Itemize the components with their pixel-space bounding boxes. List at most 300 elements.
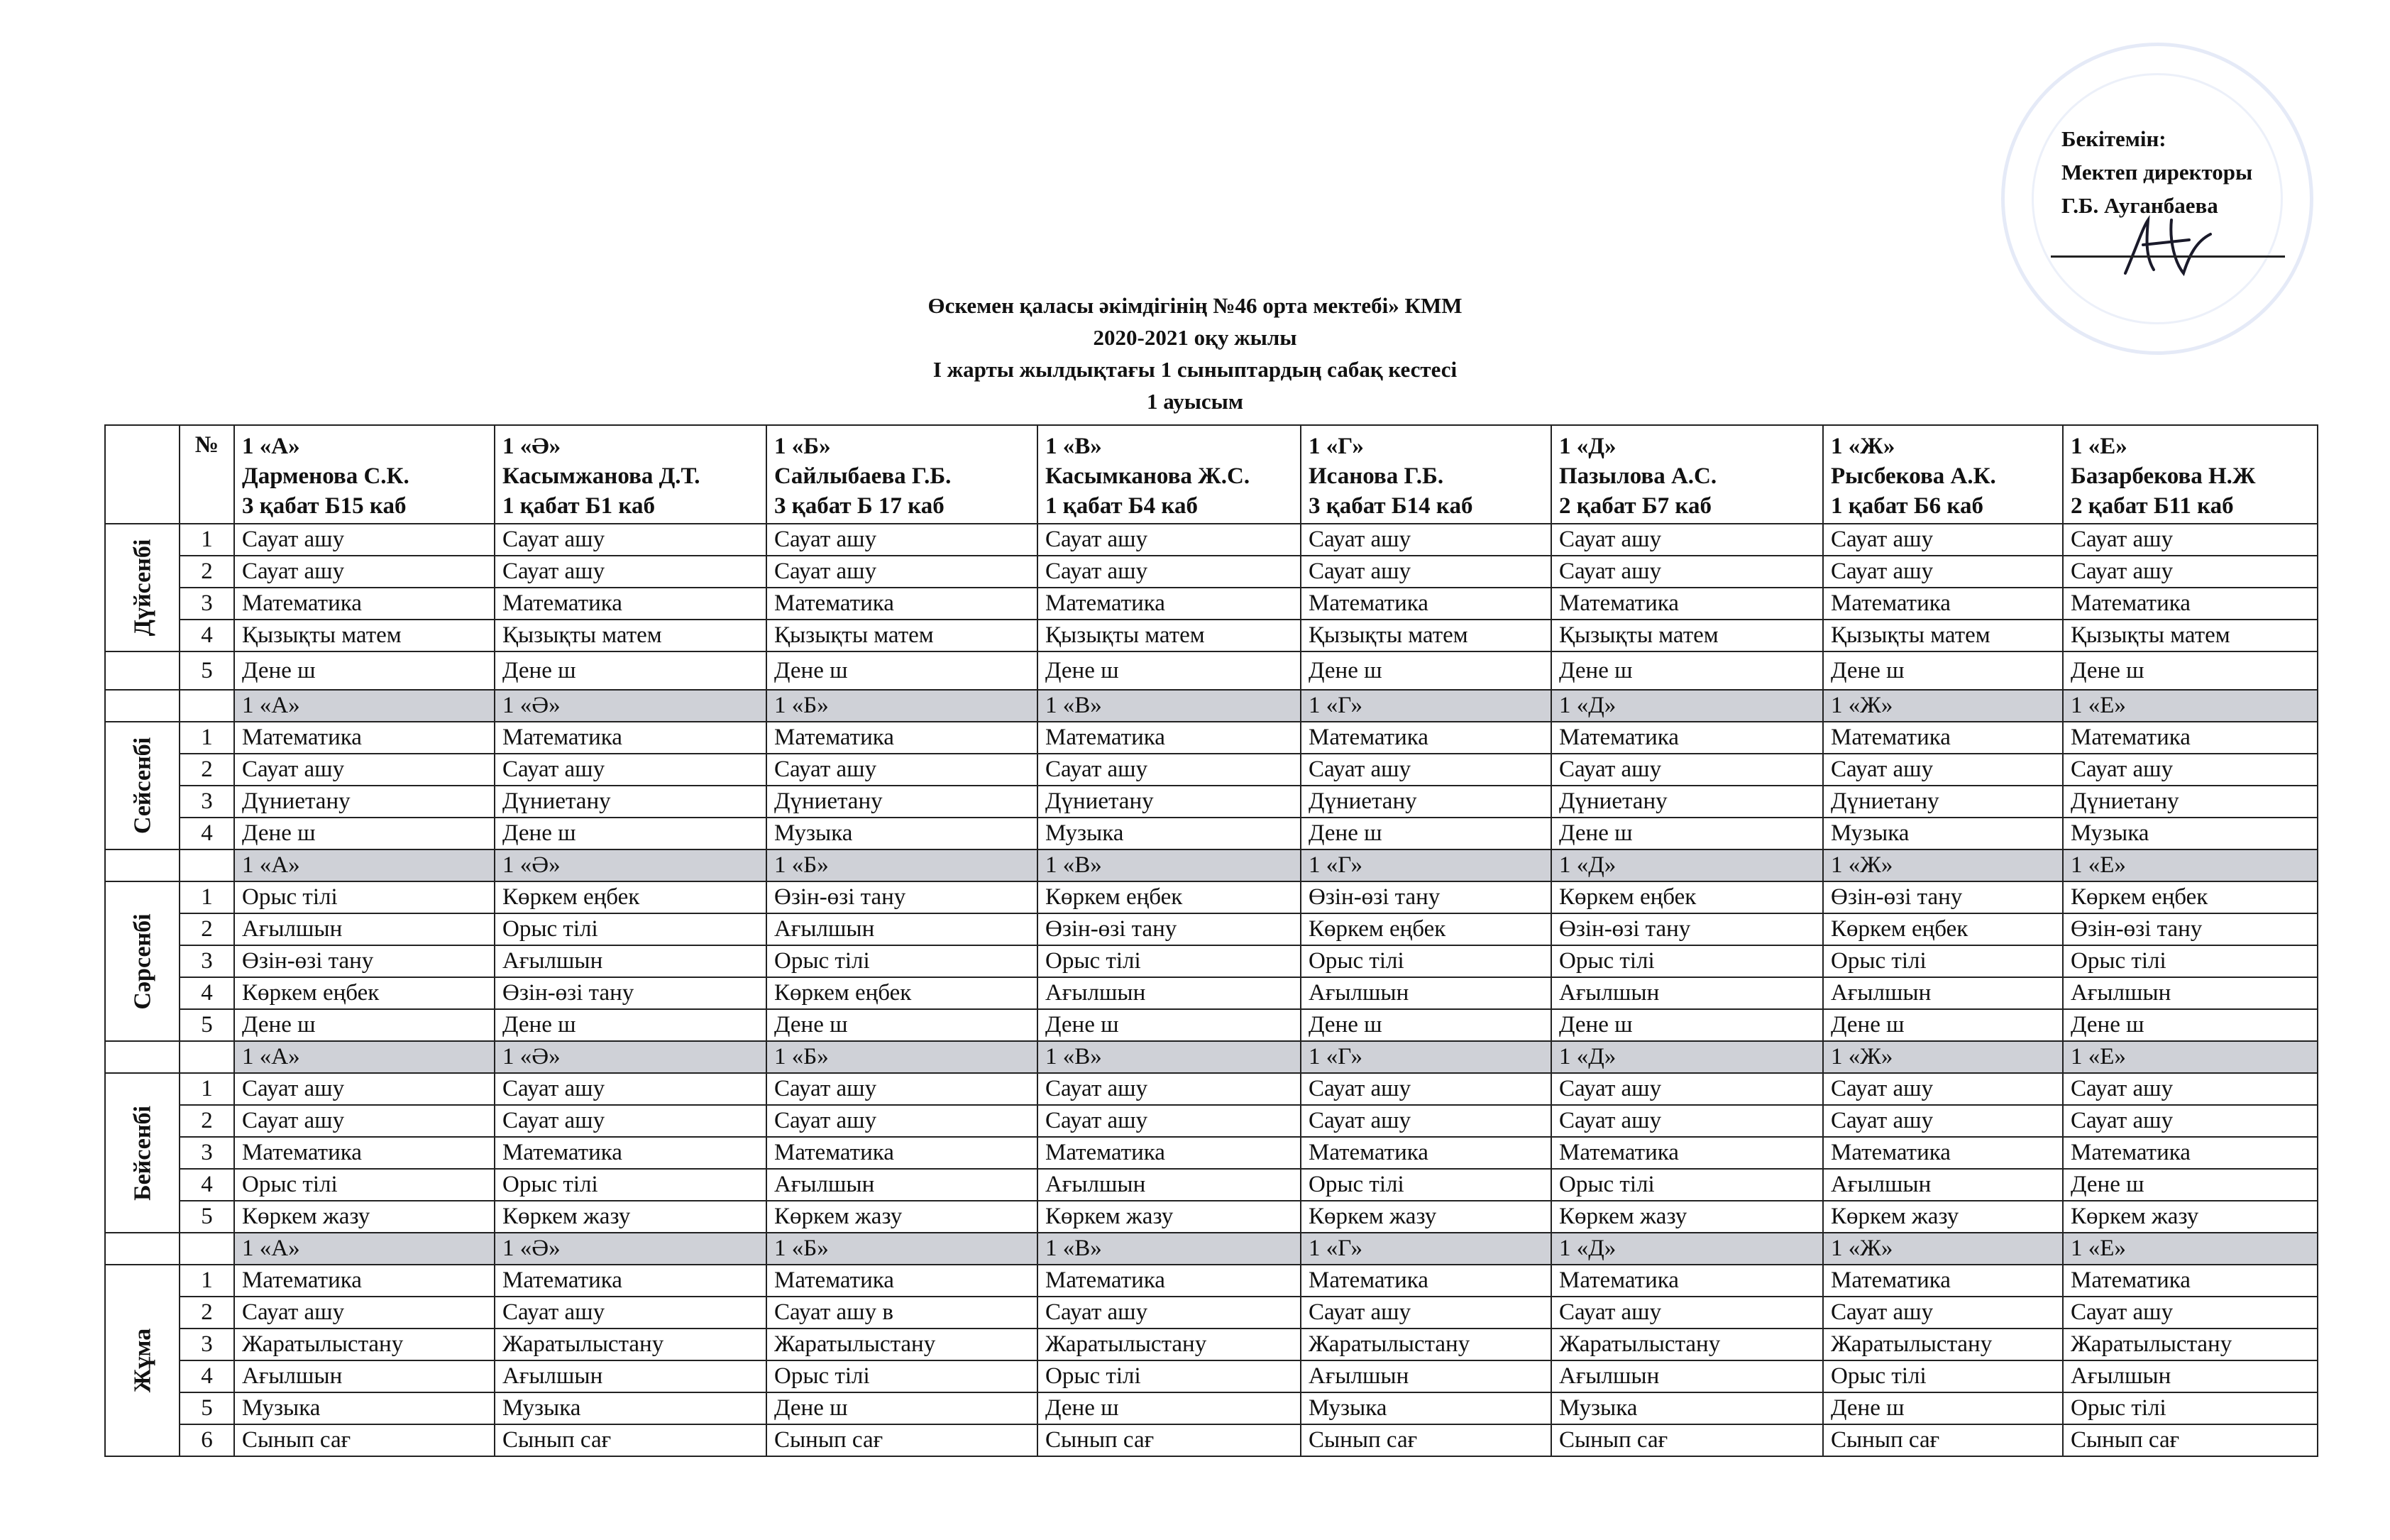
subject-cell: Жаратылыстану [1301, 1329, 1551, 1360]
subject-cell: Көркем еңбек [495, 881, 766, 913]
lesson-number: 4 [180, 818, 234, 849]
subject-cell: Ағылшын [1037, 1169, 1301, 1201]
subject-cell: Математика [1823, 588, 2063, 620]
subject-cell: Орыс тілі [1301, 1169, 1551, 1201]
class-label-cell: 1 «Е» [2063, 849, 2318, 881]
lesson-row [105, 945, 2318, 977]
subject-cell: Математика [2063, 722, 2318, 754]
class-label-cell: 1 «А» [234, 1041, 495, 1073]
lesson-row [105, 913, 2318, 945]
subject-cell: Ағылшын [766, 1169, 1037, 1201]
subject-cell: Орыс тілі [495, 1169, 766, 1201]
day-name-cell [105, 881, 180, 1041]
subject-cell: Орыс тілі [234, 881, 495, 913]
class-header: 1 «А» Дарменова С.К. 3 қабат Б15 каб [234, 425, 495, 524]
lesson-number: 1 [180, 881, 234, 913]
subject-cell: Көркем еңбек [1551, 881, 1823, 913]
subject-cell: Дене ш [1037, 1392, 1301, 1424]
subject-cell: Дене ш [1301, 1009, 1551, 1041]
subject-cell: Музыка [1301, 1392, 1551, 1424]
subject-cell: Ағылшын [1301, 1360, 1551, 1392]
subject-cell: Сауат ашу [1551, 1105, 1823, 1137]
lesson-number: 2 [180, 556, 234, 588]
subject-cell: Ағылшын [1823, 1169, 2063, 1201]
lesson-number: 3 [180, 588, 234, 620]
class-label-cell: 1 «Ә» [495, 1041, 766, 1073]
day-name-cell [105, 722, 180, 849]
class-label-cell: 1 «Ә» [495, 690, 766, 722]
num-header: № [180, 425, 234, 524]
subject-cell: Өзін-өзі тану [1037, 913, 1301, 945]
subject-cell: Дене ш [1551, 1009, 1823, 1041]
subject-cell: Жаратылыстану [1037, 1329, 1301, 1360]
subject-cell: Сауат ашу [1823, 1073, 2063, 1105]
lesson-row [105, 1073, 2318, 1105]
subject-cell: Көркем жазу [766, 1201, 1037, 1233]
subject-cell: Көркем жазу [1551, 1201, 1823, 1233]
subject-cell: Математика [1823, 1265, 2063, 1297]
lesson-number: 1 [180, 1073, 234, 1105]
subject-cell: Математика [766, 588, 1037, 620]
lesson-number: 4 [180, 1360, 234, 1392]
subject-cell: Математика [766, 722, 1037, 754]
document-heading [0, 290, 2390, 417]
lesson-number: 1 [180, 524, 234, 556]
subject-cell: Математика [1551, 1265, 1823, 1297]
subject-cell: Музыка [2063, 818, 2318, 849]
subject-cell: Сынып сағ [234, 1424, 495, 1456]
subject-cell: Сауат ашу [1551, 1073, 1823, 1105]
day-name-cell [105, 1073, 180, 1233]
day-name: Бейсенбі [129, 1105, 155, 1201]
lesson-row [105, 1360, 2318, 1392]
subject-cell: Сауат ашу [2063, 556, 2318, 588]
lesson-row [105, 1201, 2318, 1233]
subject-cell: Дүниетану [1301, 786, 1551, 818]
subject-cell: Орыс тілі [1551, 1169, 1823, 1201]
subject-cell: Математика [1037, 588, 1301, 620]
subject-cell: Математика [1037, 1137, 1301, 1169]
subject-cell: Дене ш [2063, 1009, 2318, 1041]
lesson-row [105, 1265, 2318, 1297]
lesson-row [105, 818, 2318, 849]
class-label-cell: 1 «Д» [1551, 690, 1823, 722]
subject-cell: Математика [1037, 722, 1301, 754]
subject-cell: Математика [495, 1265, 766, 1297]
blank-cell [180, 690, 234, 722]
lesson-number: 3 [180, 1137, 234, 1169]
blank-cell [105, 651, 180, 690]
subject-cell: Сауат ашу [1301, 754, 1551, 786]
subject-cell: Көркем еңбек [1823, 913, 2063, 945]
approval-line-3: Г.Б. Ауганбаева [2061, 193, 2218, 218]
class-header: 1 «Д» Пазылова А.С. 2 қабат Б7 каб [1551, 425, 1823, 524]
day-name-cell [105, 1265, 180, 1456]
subject-cell: Дүниетану [1037, 786, 1301, 818]
day-name: Жұма [129, 1328, 155, 1393]
lesson-number: 3 [180, 1329, 234, 1360]
lesson-number: 4 [180, 977, 234, 1009]
subject-cell: Жаратылыстану [1823, 1329, 2063, 1360]
class-label-cell: 1 «Б» [766, 849, 1037, 881]
class-header: 1 «В» Касымканова Ж.С. 1 қабат Б4 каб [1037, 425, 1301, 524]
lesson-number: 1 [180, 1265, 234, 1297]
class-label-cell: 1 «Е» [2063, 1041, 2318, 1073]
subject-cell: Көркем еңбек [766, 977, 1037, 1009]
subject-cell: Дене ш [2063, 1169, 2318, 1201]
subject-cell: Математика [1301, 588, 1551, 620]
subject-cell: Сауат ашу [1301, 556, 1551, 588]
lesson-row [105, 556, 2318, 588]
class-label-row [105, 690, 2318, 722]
blank-cell [180, 1041, 234, 1073]
subject-cell: Өзін-өзі тану [234, 945, 495, 977]
subject-cell: Сауат ашу [1823, 1297, 2063, 1329]
subject-cell: Математика [1551, 1137, 1823, 1169]
class-label-cell: 1 «Г» [1301, 1233, 1551, 1265]
subject-cell: Математика [1551, 588, 1823, 620]
subject-cell: Математика [495, 588, 766, 620]
subject-cell: Сауат ашу [495, 1105, 766, 1137]
subject-cell: Сауат ашу [1301, 1105, 1551, 1137]
subject-cell: Орыс тілі [1551, 945, 1823, 977]
subject-cell: Сауат ашу [1823, 524, 2063, 556]
subject-cell: Көркем еңбек [234, 977, 495, 1009]
subject-cell: Ағылшын [1551, 977, 1823, 1009]
lesson-number: 2 [180, 754, 234, 786]
signature-line [2051, 255, 2285, 258]
class-label-cell: 1 «А» [234, 1233, 495, 1265]
lesson-row [105, 1424, 2318, 1456]
subject-cell: Сауат ашу [1823, 1105, 2063, 1137]
subject-cell: Дене ш [234, 651, 495, 690]
subject-cell: Сауат ашу [766, 524, 1037, 556]
subject-cell: Ағылшын [234, 1360, 495, 1392]
subject-cell: Жаратылыстану [766, 1329, 1037, 1360]
subject-cell: Жаратылыстану [2063, 1329, 2318, 1360]
class-label-cell: 1 «В» [1037, 1233, 1301, 1265]
subject-cell: Математика [2063, 1137, 2318, 1169]
schedule-title: I жарты жылдықтағы 1 сыныптардың сабақ кестесі [932, 357, 1458, 382]
director-signature [2104, 206, 2225, 284]
subject-cell: Сауат ашу [1037, 1297, 1301, 1329]
subject-cell: Математика [1301, 1137, 1551, 1169]
subject-cell: Сынып сағ [2063, 1424, 2318, 1456]
approval-line-2: Мектеп директоры [2061, 160, 2253, 185]
subject-cell: Орыс тілі [2063, 1392, 2318, 1424]
subject-cell: Орыс тілі [1037, 1360, 1301, 1392]
subject-cell: Орыс тілі [1823, 1360, 2063, 1392]
subject-cell: Математика [1037, 1265, 1301, 1297]
lesson-row [105, 786, 2318, 818]
subject-cell: Сауат ашу [495, 754, 766, 786]
class-label-cell: 1 «Ә» [495, 849, 766, 881]
subject-cell: Орыс тілі [766, 945, 1037, 977]
blank-cell [105, 1041, 180, 1073]
subject-cell: Математика [495, 1137, 766, 1169]
class-label-cell: 1 «Ж» [1823, 1041, 2063, 1073]
class-label-cell: 1 «Ж» [1823, 690, 2063, 722]
class-label-cell: 1 «В» [1037, 690, 1301, 722]
class-label-cell: 1 «Ж» [1823, 849, 2063, 881]
subject-cell: Математика [766, 1137, 1037, 1169]
subject-cell: Ағылшын [234, 913, 495, 945]
day-name: Дүйсенбі [129, 539, 155, 637]
subject-cell: Дене ш [1551, 818, 1823, 849]
subject-cell: Көркем жазу [495, 1201, 766, 1233]
subject-cell: Дене ш [1301, 651, 1551, 690]
lesson-row [105, 1169, 2318, 1201]
subject-cell: Сауат ашу [1823, 556, 2063, 588]
class-label-row [105, 1233, 2318, 1265]
lesson-row [105, 1392, 2318, 1424]
lesson-row [105, 722, 2318, 754]
subject-cell: Сынып сағ [1823, 1424, 2063, 1456]
subject-cell: Дене ш [2063, 651, 2318, 690]
subject-cell: Сауат ашу [495, 556, 766, 588]
lesson-row [105, 1009, 2318, 1041]
subject-cell: Сауат ашу [234, 754, 495, 786]
subject-cell: Сауат ашу [495, 1073, 766, 1105]
subject-cell: Сауат ашу [234, 1105, 495, 1137]
subject-cell: Сауат ашу в [766, 1297, 1037, 1329]
subject-cell: Сауат ашу [1551, 556, 1823, 588]
lesson-row [105, 588, 2318, 620]
subject-cell: Сауат ашу [1301, 1073, 1551, 1105]
subject-cell: Ағылшын [495, 945, 766, 977]
subject-cell: Орыс тілі [1037, 945, 1301, 977]
class-label-cell: 1 «Б» [766, 690, 1037, 722]
day-name: Сәрсенбі [129, 913, 155, 1010]
lesson-number: 3 [180, 945, 234, 977]
lesson-row [105, 1105, 2318, 1137]
subject-cell: Дене ш [234, 818, 495, 849]
subject-cell: Дүниетану [495, 786, 766, 818]
subject-cell: Сауат ашу [1301, 1297, 1551, 1329]
subject-cell: Сауат ашу [1551, 1297, 1823, 1329]
subject-cell: Дене ш [495, 818, 766, 849]
class-label-cell: 1 «Д» [1551, 1233, 1823, 1265]
blank-cell [105, 849, 180, 881]
subject-cell: Дене ш [1551, 651, 1823, 690]
subject-cell: Математика [2063, 1265, 2318, 1297]
subject-cell: Дене ш [495, 651, 766, 690]
subject-cell: Математика [1551, 722, 1823, 754]
lesson-row [105, 1297, 2318, 1329]
subject-cell: Орыс тілі [495, 913, 766, 945]
subject-cell: Дүниетану [766, 786, 1037, 818]
header-row [105, 425, 2318, 524]
subject-cell: Сауат ашу [495, 524, 766, 556]
subject-cell: Сауат ашу [234, 556, 495, 588]
subject-cell: Математика [1823, 722, 2063, 754]
subject-cell: Орыс тілі [766, 1360, 1037, 1392]
subject-cell: Ағылшын [1301, 977, 1551, 1009]
subject-cell: Музыка [766, 818, 1037, 849]
subject-cell: Ағылшын [2063, 977, 2318, 1009]
subject-cell: Математика [2063, 588, 2318, 620]
subject-cell: Сауат ашу [1037, 524, 1301, 556]
class-header: 1 «Ж» Рысбекова А.К. 1 қабат Б6 каб [1823, 425, 2063, 524]
subject-cell: Қызықты матем [1037, 620, 1301, 651]
lesson-number: 5 [180, 651, 234, 690]
subject-cell: Сауат ашу [766, 1073, 1037, 1105]
subject-cell: Математика [495, 722, 766, 754]
subject-cell: Музыка [234, 1392, 495, 1424]
lesson-row [105, 1137, 2318, 1169]
subject-cell: Математика [234, 722, 495, 754]
subject-cell: Орыс тілі [2063, 945, 2318, 977]
class-label-cell: 1 «Д» [1551, 849, 1823, 881]
lesson-row [105, 651, 2318, 690]
class-label-cell: 1 «Г» [1301, 1041, 1551, 1073]
subject-cell: Математика [1301, 722, 1551, 754]
subject-cell: Дене ш [766, 1392, 1037, 1424]
subject-cell: Қызықты матем [766, 620, 1037, 651]
class-label-cell: 1 «Е» [2063, 690, 2318, 722]
subject-cell: Дене ш [495, 1009, 766, 1041]
subject-cell: Математика [234, 588, 495, 620]
subject-cell: Ағылшын [766, 913, 1037, 945]
subject-cell: Музыка [495, 1392, 766, 1424]
subject-cell: Сауат ашу [2063, 754, 2318, 786]
blank-cell [180, 1233, 234, 1265]
subject-cell: Сауат ашу [1037, 1105, 1301, 1137]
lesson-row [105, 1329, 2318, 1360]
shift-label: 1 ауысым [1147, 389, 1243, 414]
subject-cell: Жаратылыстану [495, 1329, 766, 1360]
lesson-number: 2 [180, 913, 234, 945]
subject-cell: Сынып сағ [1037, 1424, 1301, 1456]
lesson-number: 4 [180, 620, 234, 651]
subject-cell: Сауат ашу [234, 1297, 495, 1329]
subject-cell: Сауат ашу [1823, 754, 2063, 786]
day-name-cell [105, 524, 180, 651]
subject-cell: Сынып сағ [1551, 1424, 1823, 1456]
class-label-cell: 1 «А» [234, 690, 495, 722]
subject-cell: Ағылшын [1037, 977, 1301, 1009]
subject-cell: Музыка [1551, 1392, 1823, 1424]
lesson-row [105, 754, 2318, 786]
subject-cell: Дене ш [766, 651, 1037, 690]
subject-cell: Сауат ашу [2063, 524, 2318, 556]
class-label-cell: 1 «В» [1037, 849, 1301, 881]
lesson-number: 3 [180, 786, 234, 818]
subject-cell: Сауат ашу [1551, 754, 1823, 786]
subject-cell: Сауат ашу [2063, 1105, 2318, 1137]
class-label-cell: 1 «Ж» [1823, 1233, 2063, 1265]
subject-cell: Дене ш [766, 1009, 1037, 1041]
academic-year: 2020-2021 оқу жылы [1093, 325, 1297, 350]
subject-cell: Сауат ашу [1037, 754, 1301, 786]
corner-cell [105, 425, 180, 524]
subject-cell: Сауат ашу [766, 556, 1037, 588]
subject-cell: Дүниетану [1551, 786, 1823, 818]
lesson-number: 6 [180, 1424, 234, 1456]
subject-cell: Өзін-өзі тану [2063, 913, 2318, 945]
subject-cell: Сауат ашу [234, 524, 495, 556]
class-header: 1 «Ә» Касымжанова Д.Т. 1 қабат Б1 каб [495, 425, 766, 524]
subject-cell: Сынып сағ [495, 1424, 766, 1456]
class-label-cell: 1 «Б» [766, 1041, 1037, 1073]
subject-cell: Дүниетану [234, 786, 495, 818]
class-label-row [105, 849, 2318, 881]
subject-cell: Жаратылыстану [234, 1329, 495, 1360]
lesson-row [105, 881, 2318, 913]
lesson-number: 4 [180, 1169, 234, 1201]
subject-cell: Көркем еңбек [1037, 881, 1301, 913]
class-label-cell: 1 «Г» [1301, 849, 1551, 881]
class-header: 1 «Б» Сайлыбаева Г.Б. 3 қабат Б 17 каб [766, 425, 1037, 524]
subject-cell: Дене ш [234, 1009, 495, 1041]
subject-cell: Өзін-өзі тану [766, 881, 1037, 913]
subject-cell: Сынып сағ [766, 1424, 1037, 1456]
class-header: 1 «Г» Исанова Г.Б. 3 қабат Б14 каб [1301, 425, 1551, 524]
lesson-row [105, 524, 2318, 556]
subject-cell: Дене ш [1823, 651, 2063, 690]
subject-cell: Математика [234, 1137, 495, 1169]
subject-cell: Сауат ашу [1551, 524, 1823, 556]
subject-cell: Өзін-өзі тану [495, 977, 766, 1009]
subject-cell: Сауат ашу [2063, 1297, 2318, 1329]
subject-cell: Көркем жазу [1823, 1201, 2063, 1233]
schedule-table [104, 424, 2318, 1457]
lesson-row [105, 977, 2318, 1009]
subject-cell: Ағылшын [1823, 977, 2063, 1009]
subject-cell: Қызықты матем [1551, 620, 1823, 651]
lesson-number: 5 [180, 1201, 234, 1233]
subject-cell: Дүниетану [1823, 786, 2063, 818]
class-label-cell: 1 «Г» [1301, 690, 1551, 722]
subject-cell: Ағылшын [2063, 1360, 2318, 1392]
subject-cell: Ағылшын [495, 1360, 766, 1392]
lesson-row [105, 620, 2318, 651]
subject-cell: Орыс тілі [1301, 945, 1551, 977]
subject-cell: Дене ш [1037, 651, 1301, 690]
class-label-cell: 1 «Ә» [495, 1233, 766, 1265]
subject-cell: Сауат ашу [1037, 1073, 1301, 1105]
subject-cell: Математика [234, 1265, 495, 1297]
subject-cell: Математика [1823, 1137, 2063, 1169]
subject-cell: Көркем еңбек [1301, 913, 1551, 945]
subject-cell: Сауат ашу [766, 1105, 1037, 1137]
subject-cell: Математика [766, 1265, 1037, 1297]
subject-cell: Көркем жазу [1037, 1201, 1301, 1233]
subject-cell: Музыка [1037, 818, 1301, 849]
subject-cell: Көркем жазу [1301, 1201, 1551, 1233]
subject-cell: Ағылшын [1551, 1360, 1823, 1392]
subject-cell: Орыс тілі [234, 1169, 495, 1201]
subject-cell: Дене ш [1037, 1009, 1301, 1041]
subject-cell: Сауат ашу [766, 754, 1037, 786]
class-header: 1 «Е» Базарбекова Н.Ж 2 қабат Б11 каб [2063, 425, 2318, 524]
subject-cell: Дене ш [1301, 818, 1551, 849]
subject-cell: Дене ш [1823, 1392, 2063, 1424]
lesson-number: 2 [180, 1105, 234, 1137]
subject-cell: Қызықты матем [1301, 620, 1551, 651]
subject-cell: Қызықты матем [2063, 620, 2318, 651]
subject-cell: Сауат ашу [495, 1297, 766, 1329]
day-name: Сейсенбі [129, 737, 155, 835]
blank-cell [180, 849, 234, 881]
class-label-row [105, 1041, 2318, 1073]
blank-cell [105, 690, 180, 722]
school-name: Өскемен қаласы әкімдігінің №46 орта мектебі» КММ [927, 293, 1463, 318]
subject-cell: Көркем жазу [2063, 1201, 2318, 1233]
subject-cell: Математика [1301, 1265, 1551, 1297]
class-label-cell: 1 «Б» [766, 1233, 1037, 1265]
blank-cell [105, 1233, 180, 1265]
